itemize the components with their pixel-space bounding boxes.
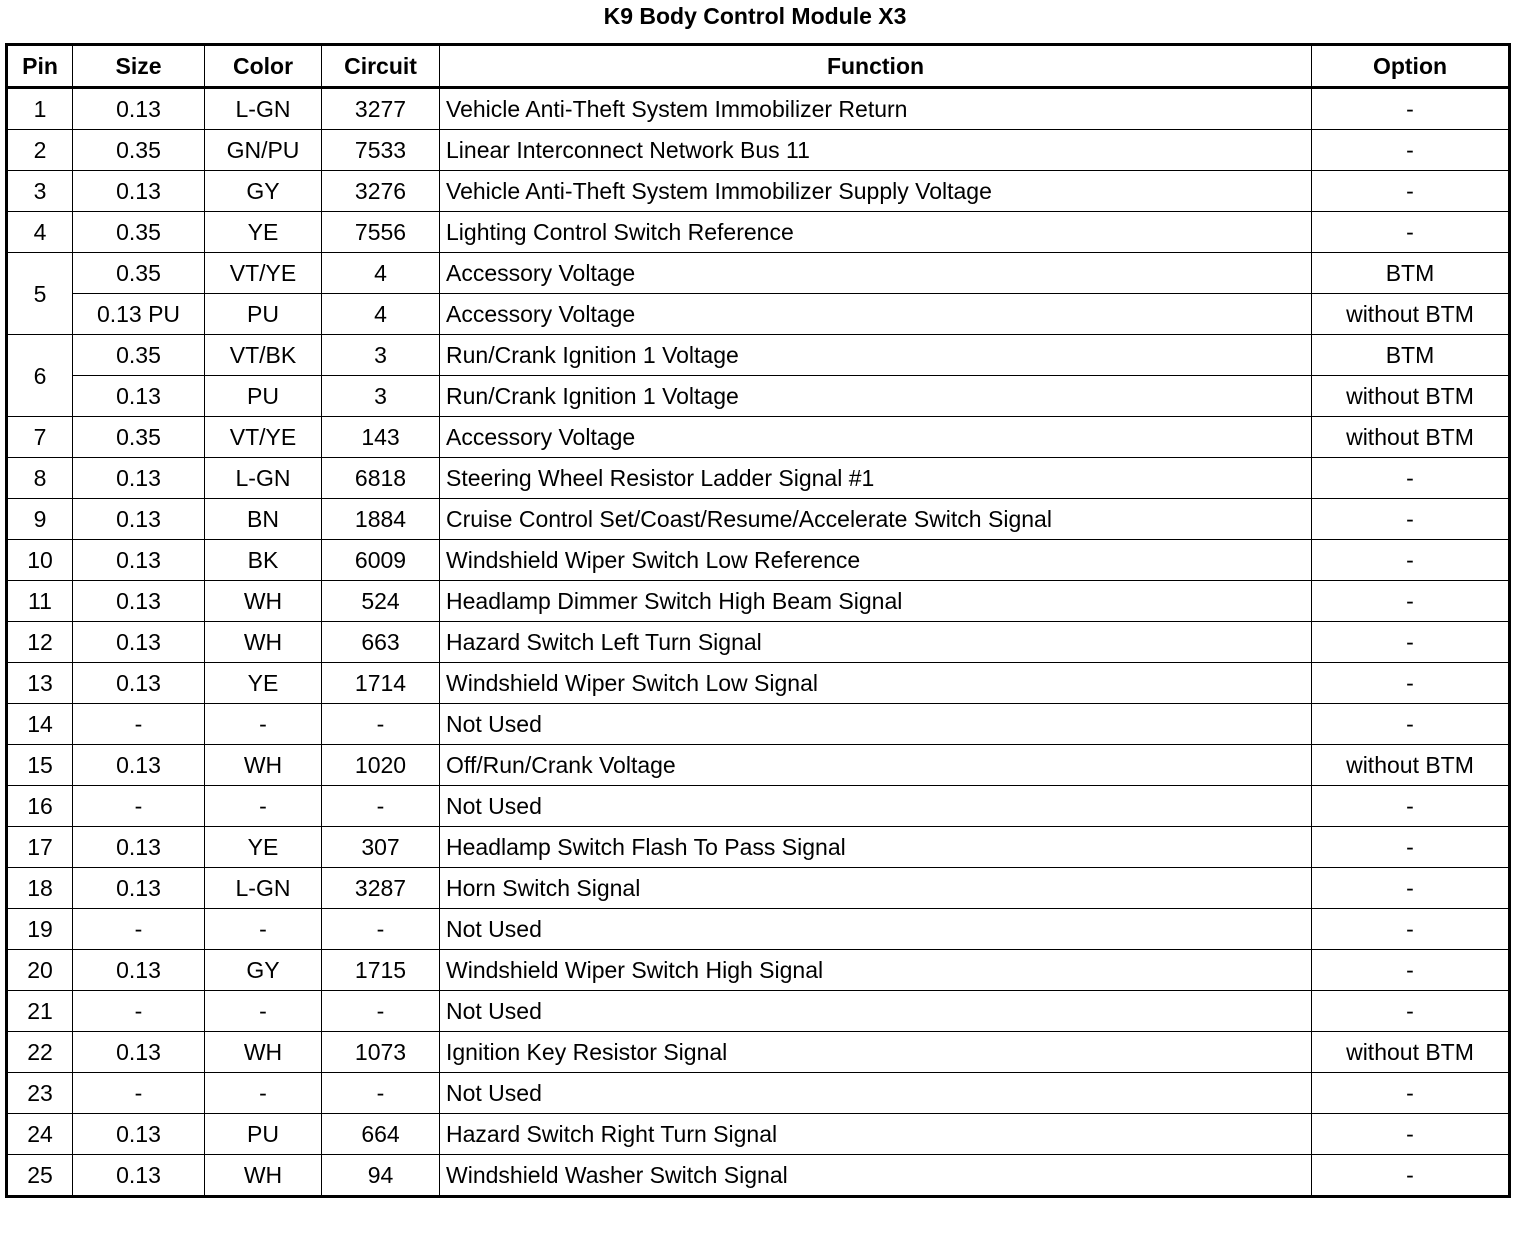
- cell-option: -: [1312, 622, 1510, 663]
- cell-pin: 15: [7, 745, 73, 786]
- cell-function: Headlamp Dimmer Switch High Beam Signal: [440, 581, 1312, 622]
- cell-function: Vehicle Anti-Theft System Immobilizer Return: [440, 88, 1312, 130]
- cell-pin: 5: [7, 253, 73, 335]
- header-circuit: Circuit: [322, 45, 440, 88]
- table-row: [7, 458, 1510, 499]
- cell-size: -: [73, 1073, 205, 1114]
- cell-color: PU: [205, 1114, 322, 1155]
- cell-option: without BTM: [1312, 294, 1510, 335]
- cell-option: -: [1312, 909, 1510, 950]
- cell-pin: 18: [7, 868, 73, 909]
- cell-circuit: 1073: [322, 1032, 440, 1073]
- cell-option: -: [1312, 663, 1510, 704]
- cell-function: Windshield Wiper Switch Low Signal: [440, 663, 1312, 704]
- cell-size: 0.13: [73, 827, 205, 868]
- cell-size: 0.13: [73, 745, 205, 786]
- cell-size: 0.13: [73, 663, 205, 704]
- cell-circuit: 6818: [322, 458, 440, 499]
- cell-option: -: [1312, 130, 1510, 171]
- cell-pin: 10: [7, 540, 73, 581]
- cell-pin: 17: [7, 827, 73, 868]
- cell-circuit: -: [322, 704, 440, 745]
- cell-option: -: [1312, 991, 1510, 1032]
- cell-color: -: [205, 991, 322, 1032]
- cell-size: 0.13: [73, 581, 205, 622]
- cell-circuit: 1020: [322, 745, 440, 786]
- cell-pin: 12: [7, 622, 73, 663]
- cell-circuit: -: [322, 1073, 440, 1114]
- cell-function: Ignition Key Resistor Signal: [440, 1032, 1312, 1073]
- table-row: [7, 1073, 1510, 1114]
- cell-function: Not Used: [440, 1073, 1312, 1114]
- cell-option: BTM: [1312, 335, 1510, 376]
- cell-pin: 6: [7, 335, 73, 417]
- cell-pin: 3: [7, 171, 73, 212]
- cell-function: Lighting Control Switch Reference: [440, 212, 1312, 253]
- cell-size: 0.13: [73, 950, 205, 991]
- cell-size: 0.13: [73, 868, 205, 909]
- table-row: [7, 991, 1510, 1032]
- cell-size: 0.13: [73, 376, 205, 417]
- cell-function: Run/Crank Ignition 1 Voltage: [440, 335, 1312, 376]
- cell-function: Run/Crank Ignition 1 Voltage: [440, 376, 1312, 417]
- cell-function: Steering Wheel Resistor Ladder Signal #1: [440, 458, 1312, 499]
- cell-pin: 13: [7, 663, 73, 704]
- cell-pin: 16: [7, 786, 73, 827]
- cell-color: L-GN: [205, 88, 322, 130]
- table-row: [7, 499, 1510, 540]
- cell-function: Windshield Wiper Switch Low Reference: [440, 540, 1312, 581]
- cell-function: Off/Run/Crank Voltage: [440, 745, 1312, 786]
- cell-function: Not Used: [440, 909, 1312, 950]
- cell-size: 0.35: [73, 417, 205, 458]
- cell-circuit: 663: [322, 622, 440, 663]
- table-row: [7, 294, 1510, 335]
- cell-circuit: 3277: [322, 88, 440, 130]
- cell-option: -: [1312, 88, 1510, 130]
- cell-circuit: 3287: [322, 868, 440, 909]
- cell-size: 0.13: [73, 88, 205, 130]
- cell-color: L-GN: [205, 868, 322, 909]
- table-row: [7, 376, 1510, 417]
- cell-pin: 21: [7, 991, 73, 1032]
- page-title: K9 Body Control Module X3: [603, 3, 907, 29]
- cell-function: Accessory Voltage: [440, 294, 1312, 335]
- cell-pin: 7: [7, 417, 73, 458]
- cell-color: YE: [205, 827, 322, 868]
- cell-circuit: 307: [322, 827, 440, 868]
- cell-circuit: 7533: [322, 130, 440, 171]
- cell-size: 0.13 PU: [73, 294, 205, 335]
- cell-color: WH: [205, 1155, 322, 1197]
- cell-circuit: -: [322, 909, 440, 950]
- cell-option: -: [1312, 499, 1510, 540]
- table-row: [7, 827, 1510, 868]
- cell-circuit: 143: [322, 417, 440, 458]
- cell-option: -: [1312, 212, 1510, 253]
- table-row: [7, 704, 1510, 745]
- cell-circuit: -: [322, 786, 440, 827]
- cell-color: VT/BK: [205, 335, 322, 376]
- cell-function: Not Used: [440, 786, 1312, 827]
- cell-option: -: [1312, 1114, 1510, 1155]
- cell-pin: 11: [7, 581, 73, 622]
- cell-pin: 20: [7, 950, 73, 991]
- cell-color: PU: [205, 294, 322, 335]
- cell-size: 0.13: [73, 540, 205, 581]
- cell-circuit: 3: [322, 335, 440, 376]
- table-row: [7, 909, 1510, 950]
- table-row: [7, 335, 1510, 376]
- cell-option: -: [1312, 1073, 1510, 1114]
- cell-size: 0.13: [73, 1155, 205, 1197]
- cell-option: -: [1312, 827, 1510, 868]
- cell-color: GY: [205, 950, 322, 991]
- cell-color: YE: [205, 663, 322, 704]
- cell-function: Not Used: [440, 991, 1312, 1032]
- cell-circuit: 3: [322, 376, 440, 417]
- cell-circuit: 664: [322, 1114, 440, 1155]
- cell-color: VT/YE: [205, 417, 322, 458]
- cell-option: without BTM: [1312, 745, 1510, 786]
- cell-function: Cruise Control Set/Coast/Resume/Accelerate Switch Signal: [440, 499, 1312, 540]
- cell-size: 0.13: [73, 171, 205, 212]
- table-row: [7, 786, 1510, 827]
- cell-color: -: [205, 704, 322, 745]
- cell-color: GN/PU: [205, 130, 322, 171]
- cell-color: L-GN: [205, 458, 322, 499]
- cell-size: 0.13: [73, 1032, 205, 1073]
- cell-circuit: 1715: [322, 950, 440, 991]
- cell-pin: 19: [7, 909, 73, 950]
- cell-size: 0.13: [73, 458, 205, 499]
- cell-function: Accessory Voltage: [440, 417, 1312, 458]
- cell-option: -: [1312, 540, 1510, 581]
- cell-pin: 2: [7, 130, 73, 171]
- cell-pin: 9: [7, 499, 73, 540]
- cell-size: 0.13: [73, 622, 205, 663]
- table-row: [7, 171, 1510, 212]
- cell-option: without BTM: [1312, 1032, 1510, 1073]
- table-row: [7, 581, 1510, 622]
- cell-color: BN: [205, 499, 322, 540]
- cell-circuit: 1714: [322, 663, 440, 704]
- cell-size: 0.35: [73, 253, 205, 294]
- cell-function: Vehicle Anti-Theft System Immobilizer Supply Voltage: [440, 171, 1312, 212]
- header-option: Option: [1312, 45, 1510, 88]
- table-row: [7, 1114, 1510, 1155]
- cell-option: -: [1312, 704, 1510, 745]
- cell-option: without BTM: [1312, 376, 1510, 417]
- cell-pin: 23: [7, 1073, 73, 1114]
- cell-color: -: [205, 1073, 322, 1114]
- cell-circuit: 94: [322, 1155, 440, 1197]
- table-row: [7, 950, 1510, 991]
- cell-function: Hazard Switch Left Turn Signal: [440, 622, 1312, 663]
- cell-option: -: [1312, 868, 1510, 909]
- cell-size: 0.35: [73, 212, 205, 253]
- header-pin: Pin: [7, 45, 73, 88]
- table-row: [7, 417, 1510, 458]
- table-row: [7, 88, 1510, 130]
- table-row: [7, 130, 1510, 171]
- cell-size: 0.35: [73, 335, 205, 376]
- cell-circuit: 7556: [322, 212, 440, 253]
- header-size: Size: [73, 45, 205, 88]
- cell-circuit: -: [322, 991, 440, 1032]
- cell-color: GY: [205, 171, 322, 212]
- cell-size: -: [73, 704, 205, 745]
- cell-pin: 1: [7, 88, 73, 130]
- cell-pin: 25: [7, 1155, 73, 1197]
- cell-function: Windshield Wiper Switch High Signal: [440, 950, 1312, 991]
- header-function: Function: [440, 45, 1312, 88]
- cell-color: WH: [205, 745, 322, 786]
- cell-option: -: [1312, 950, 1510, 991]
- cell-size: 0.13: [73, 1114, 205, 1155]
- cell-color: YE: [205, 212, 322, 253]
- table-row: [7, 1155, 1510, 1197]
- table-row: [7, 745, 1510, 786]
- cell-pin: 24: [7, 1114, 73, 1155]
- cell-option: -: [1312, 581, 1510, 622]
- cell-color: WH: [205, 581, 322, 622]
- table-body: [7, 88, 1510, 1197]
- cell-color: WH: [205, 1032, 322, 1073]
- cell-color: WH: [205, 622, 322, 663]
- table-row: [7, 868, 1510, 909]
- cell-function: Hazard Switch Right Turn Signal: [440, 1114, 1312, 1155]
- cell-option: -: [1312, 458, 1510, 499]
- cell-function: Windshield Washer Switch Signal: [440, 1155, 1312, 1197]
- cell-circuit: 524: [322, 581, 440, 622]
- cell-size: 0.13: [73, 499, 205, 540]
- cell-function: Not Used: [440, 704, 1312, 745]
- cell-function: Linear Interconnect Network Bus 11: [440, 130, 1312, 171]
- cell-option: -: [1312, 171, 1510, 212]
- header-row: [7, 45, 1510, 88]
- cell-option: -: [1312, 786, 1510, 827]
- cell-color: BK: [205, 540, 322, 581]
- table-row: [7, 663, 1510, 704]
- cell-circuit: 1884: [322, 499, 440, 540]
- cell-circuit: 4: [322, 294, 440, 335]
- cell-pin: 4: [7, 212, 73, 253]
- cell-circuit: 4: [322, 253, 440, 294]
- cell-size: -: [73, 786, 205, 827]
- cell-color: -: [205, 909, 322, 950]
- cell-function: Accessory Voltage: [440, 253, 1312, 294]
- cell-color: VT/YE: [205, 253, 322, 294]
- cell-size: -: [73, 991, 205, 1032]
- cell-size: -: [73, 909, 205, 950]
- cell-pin: 22: [7, 1032, 73, 1073]
- cell-function: Headlamp Switch Flash To Pass Signal: [440, 827, 1312, 868]
- cell-option: -: [1312, 1155, 1510, 1197]
- table-row: [7, 540, 1510, 581]
- table-row: [7, 253, 1510, 294]
- cell-function: Horn Switch Signal: [440, 868, 1312, 909]
- table-row: [7, 212, 1510, 253]
- cell-pin: 14: [7, 704, 73, 745]
- cell-color: PU: [205, 376, 322, 417]
- header-color: Color: [205, 45, 322, 88]
- pinout-table: [5, 43, 1511, 1198]
- cell-circuit: 3276: [322, 171, 440, 212]
- cell-option: without BTM: [1312, 417, 1510, 458]
- cell-option: BTM: [1312, 253, 1510, 294]
- cell-size: 0.35: [73, 130, 205, 171]
- cell-circuit: 6009: [322, 540, 440, 581]
- cell-pin: 8: [7, 458, 73, 499]
- table-row: [7, 1032, 1510, 1073]
- table-row: [7, 622, 1510, 663]
- cell-color: -: [205, 786, 322, 827]
